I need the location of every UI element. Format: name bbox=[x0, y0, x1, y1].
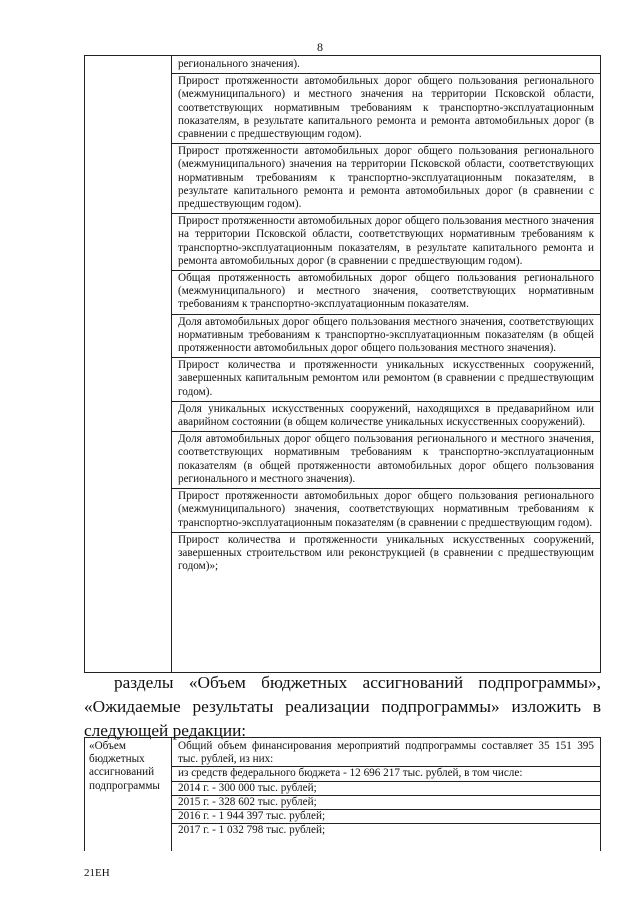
page-number: 8 bbox=[317, 40, 323, 54]
indicator-paragraph: Прирост количества и протяженности уникальных искусственных сооружений, завершенных строительством или реконструкцией (в сравнении с предшествующим годом)»; bbox=[172, 532, 600, 576]
budget-table bbox=[84, 737, 601, 851]
indicator-paragraph: Прирост протяженности автомобильных дорог общего пользования регионального (межмуниципального) и местного значения на территории Псковской области, соответствующих нормативным требованиям к транспортно-эксплуатационным показателям, в результате капитального ремонта и ремонта автомобильных дорог (в сравнении с предшествующим годом). bbox=[172, 73, 600, 143]
body-paragraph: разделы «Объем бюджетных ассигнований подпрограммы», «Ожидаемые результаты реализации подпрограммы» изложить в следующей редакции: bbox=[84, 673, 601, 740]
budget-line: 2017 г. - 1 032 798 тыс. рублей; bbox=[178, 824, 326, 837]
budget-line: 2014 г. - 300 000 тыс. рублей; bbox=[172, 782, 600, 796]
budget-intro: Общий объем финансирования мероприятий подпрограммы составляет 35 151 395 тыс. рублей, из них: bbox=[172, 738, 600, 767]
budget-line: 2016 г. - 1 944 397 тыс. рублей; bbox=[172, 810, 600, 824]
indicator-paragraph: Доля автомобильных дорог общего пользования регионального и местного значения, соответствующих нормативным требованиям к транспортно-эксплуатационным показателям (в общей протяженности автомобильных дорог общего пользования регионального и местного значения). bbox=[172, 431, 600, 488]
indicator-paragraph: Прирост протяженности автомобильных дорог общего пользования регионального (межмуниципального) значения, соответствующих нормативным требованиям к транспортно-эксплуатационным показателям (в сравнении с предшествующим годом). bbox=[172, 488, 600, 532]
budget-cell bbox=[172, 738, 600, 837]
indicators-cell bbox=[172, 56, 600, 575]
indicator-paragraph: Прирост протяженности автомобильных дорог общего пользования регионального (межмуниципального) значения на территории Псковской области, соответствующих нормативным требованиям к транспортно-эксплуатационным показателям, в результате капитального ремонта и ремонта автомобильных дорог (в сравнении с предшествующим годом). bbox=[172, 143, 600, 213]
indicator-paragraph: Доля уникальных искусственных сооружений, находящихся в предаварийном или аварийном состоянии (в общем количестве уникальных искусственных сооружений). bbox=[172, 401, 600, 431]
budget-label: «Объем бюджетных ассигнований подпрограммы bbox=[89, 740, 160, 792]
indicator-paragraph: Прирост количества и протяженности уникальных искусственных сооружений, завершенных капитальным ремонтом или ремонтом (в сравнении с предшествующим годом). bbox=[172, 357, 600, 401]
indicators-table bbox=[84, 55, 601, 673]
footer-code: 21ЕН bbox=[84, 867, 110, 879]
indicator-paragraph: Прирост протяженности автомобильных дорог общего пользования местного значения на территории Псковской области, соответствующих нормативным требованиям к транспортно-эксплуатационным показателям, в результате капитального ремонта и ремонта автомобильных дорог (в сравнении с предшествующим годом). bbox=[172, 213, 600, 270]
budget-line: 2015 г. - 328 602 тыс. рублей; bbox=[172, 796, 600, 810]
budget-line: из средств федерального бюджета - 12 696 217 тыс. рублей, в том числе: bbox=[172, 767, 600, 781]
indicator-paragraph: Общая протяженность автомобильных дорог общего пользования регионального (межмуниципального) и местного значения, соответствующих нормативным требованиям к транспортно-эксплуатационным показателям. bbox=[172, 270, 600, 314]
indicator-paragraph: регионального значения). bbox=[178, 58, 300, 70]
indicator-paragraph: Доля автомобильных дорог общего пользования местного значения, соответствующих нормативным требованиям к транспортно-эксплуатационным показателям (в общей протяженности автомобильных дорог общего пользования местного значения). bbox=[172, 314, 600, 358]
